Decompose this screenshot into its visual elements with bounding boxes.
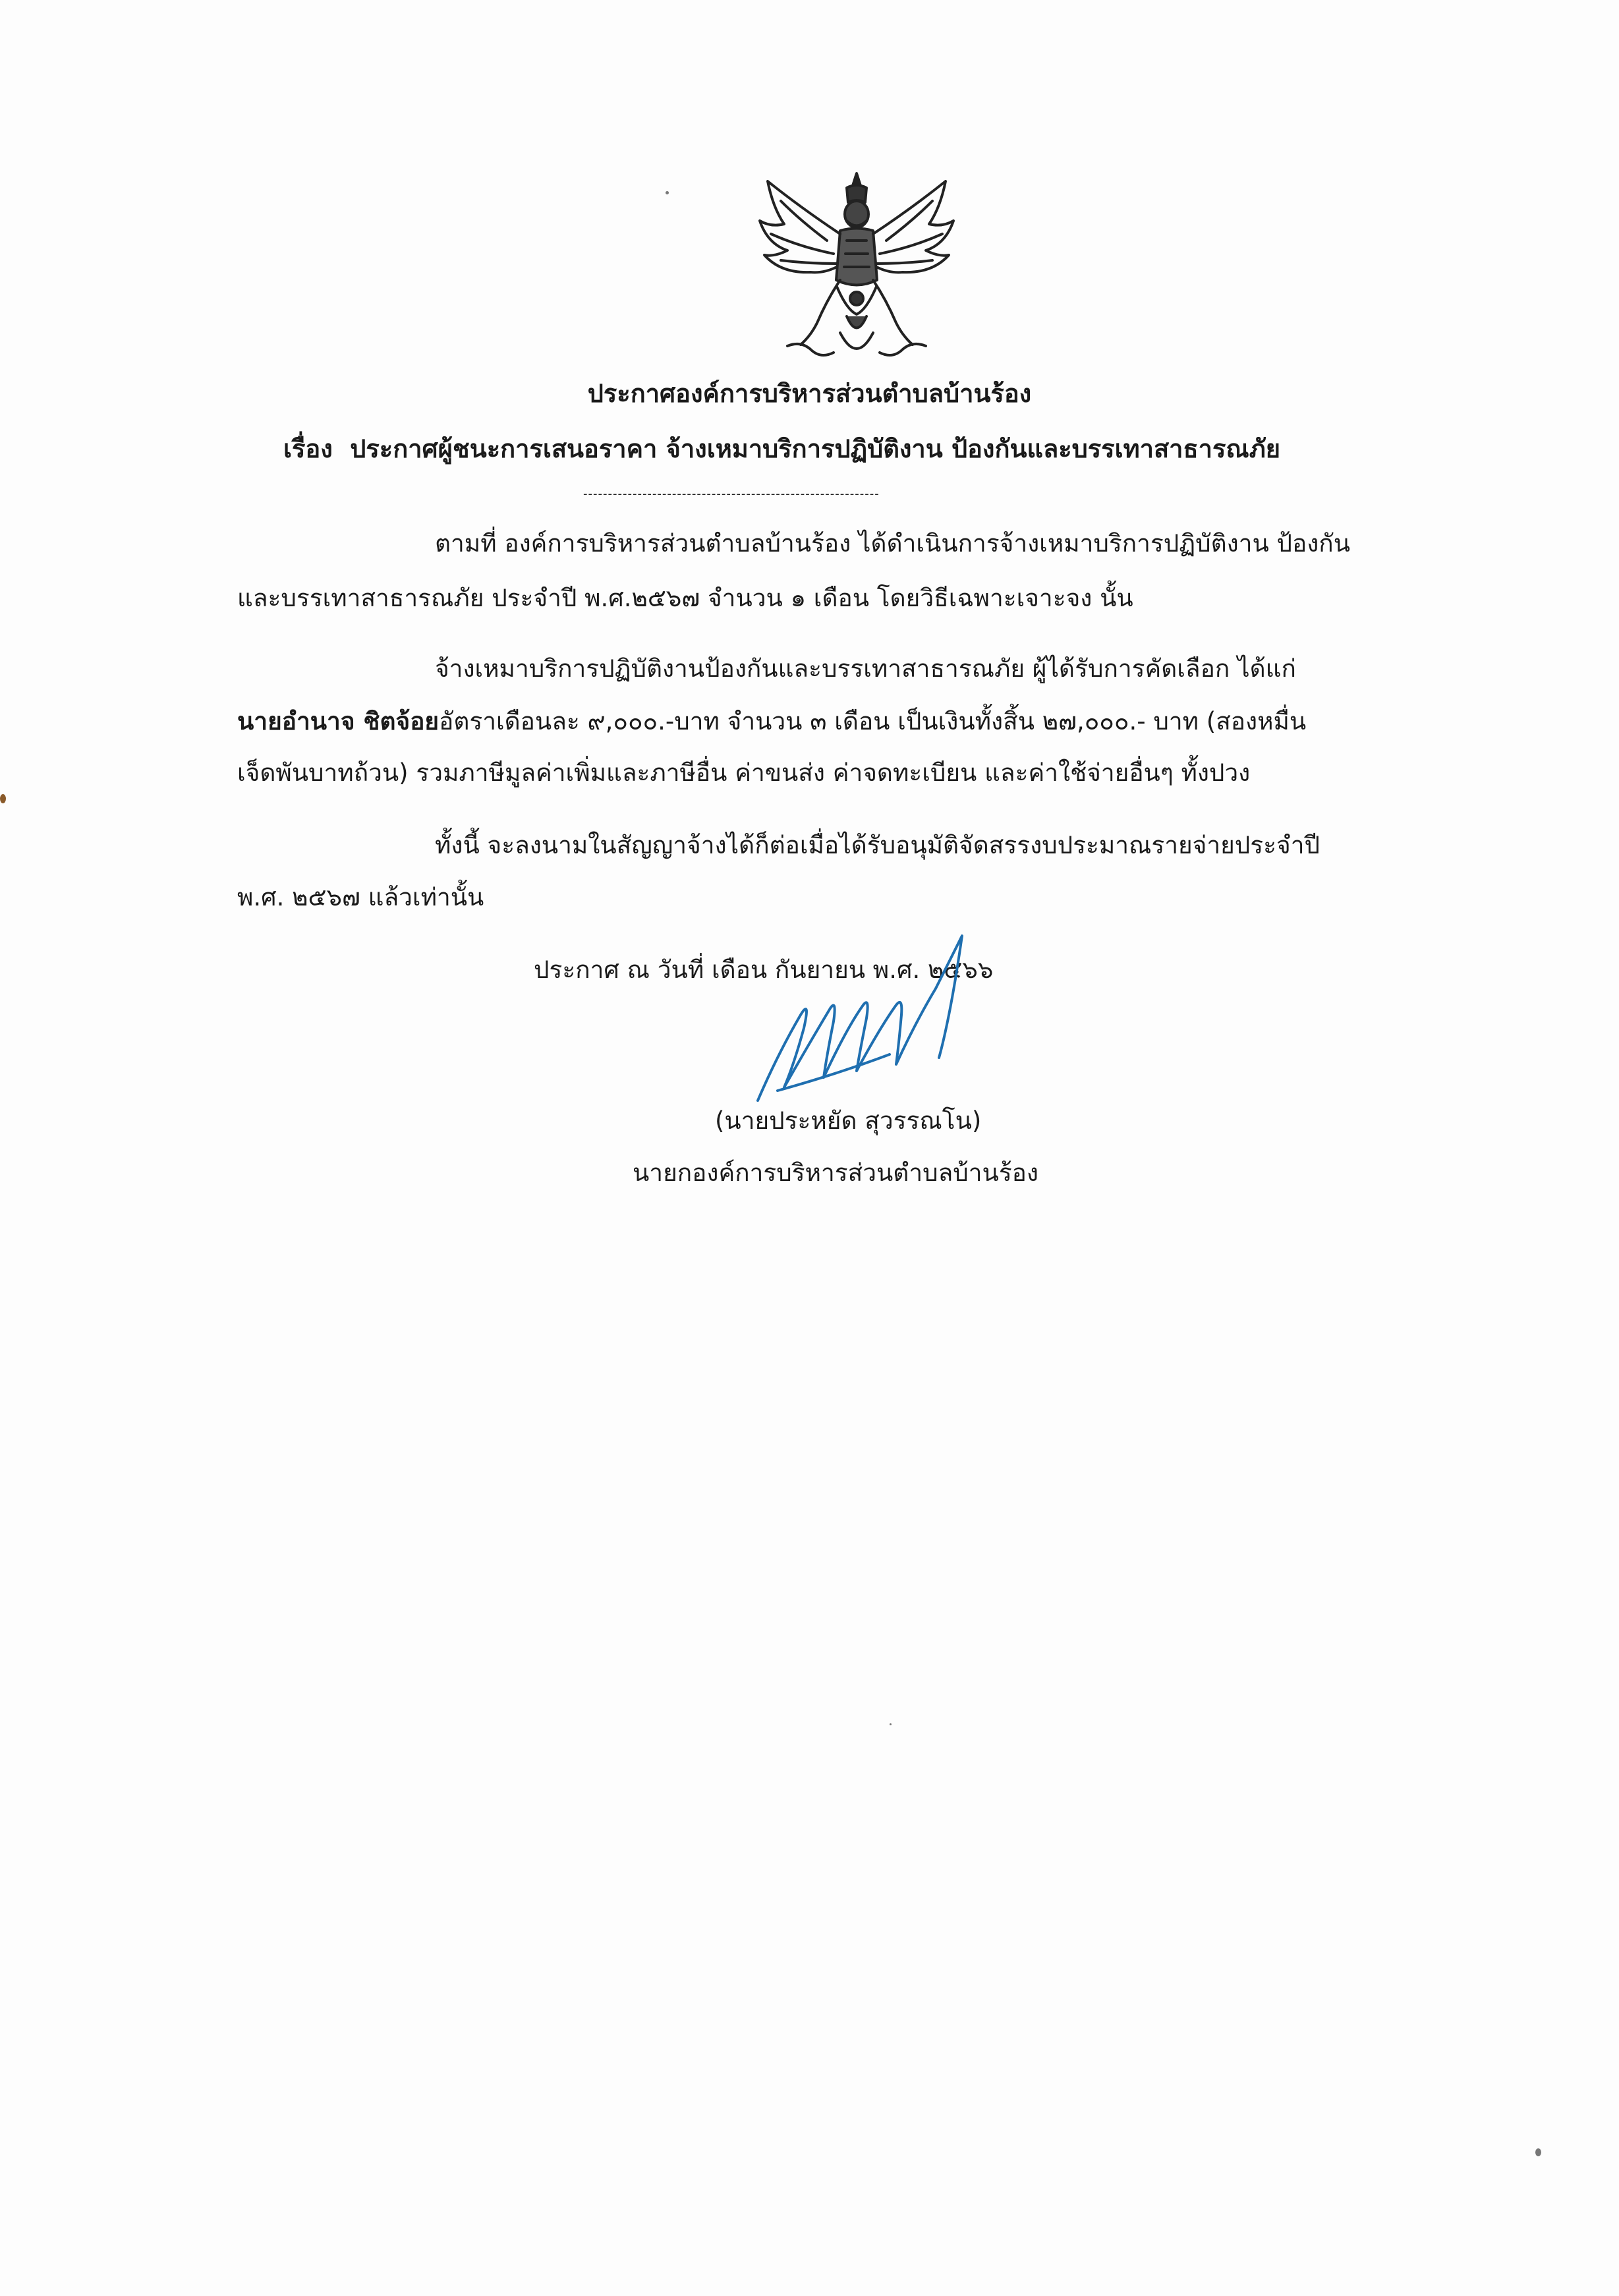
signer-position: นายกองค์การบริหารส่วนตำบลบ้านร้อง xyxy=(633,1159,1038,1187)
scan-speck xyxy=(890,1723,892,1725)
paragraph-2-line-3: เจ็ดพันบาทถ้วน) รวมภาษีมูลค่าเพิ่มและภาษีอื่น ค่าขนส่ง ค่าจดทะเบียน และค่าใช้จ่ายอื่นๆ ทั้งปวง xyxy=(237,759,1251,787)
paragraph-2-line-1: จ้างเหมาบริการปฏิบัติงานป้องกันและบรรเทาสาธารณภัย ผู้ได้รับการคัดเลือก ได้แก่ xyxy=(435,654,1296,683)
paragraph-2-line-2 xyxy=(237,705,1306,738)
announcement-date: ประกาศ ณ วันที่ เดือน กันยายน พ.ศ. ๒๕๖๖ xyxy=(534,956,994,984)
signature-image xyxy=(738,923,1015,1114)
paragraph-1-line-2: และบรรเทาสาธารณภัย ประจำปี พ.ศ.๒๕๖๗ จำนวน ๑ เดือน โดยวิธีเฉพาะเจาะจง นั้น xyxy=(237,584,1133,612)
subject-label: เรื่อง xyxy=(283,434,333,463)
page-title: ประกาศองค์การบริหารส่วนตำบลบ้านร้อง xyxy=(587,379,1032,408)
winner-name: นายอำนาจ ชิตจ้อย xyxy=(237,707,440,735)
subject-text: ประกาศผู้ชนะการเสนอราคา จ้างเหมาบริการปฏิบัติงาน ป้องกันและบรรเทาสาธารณภัย xyxy=(350,434,1281,463)
paragraph-3-line-1: ทั้งนี้ จะลงนามในสัญญาจ้างได้ก็ต่อเมื่อได้รับอนุมัติจัดสรรงบประมาณรายจ่ายประจำปี xyxy=(435,831,1320,859)
contract-amount-text: อัตราเดือนละ ๙,๐๐๐.-บาท จำนวน ๓ เดือน เป็นเงินทั้งสิ้น ๒๗,๐๐๐.- บาท (สองหมื่น xyxy=(439,707,1307,735)
scan-speck xyxy=(1535,2148,1541,2156)
subject-line xyxy=(283,432,1502,465)
scan-speck xyxy=(666,191,669,194)
garuda-emblem-icon xyxy=(748,168,965,366)
paragraph-3-line-2: พ.ศ. ๒๕๖๗ แล้วเท่านั้น xyxy=(237,883,484,911)
title-divider: ------------------------------------------------------------ xyxy=(583,489,880,500)
scan-speck xyxy=(0,794,6,803)
signer-name: (นายประหยัด สุวรรณโน) xyxy=(715,1106,982,1135)
paragraph-1-line-1: ตามที่ องค์การบริหารส่วนตำบลบ้านร้อง ได้ดำเนินการจ้างเหมาบริการปฏิบัติงาน ป้องกัน xyxy=(435,529,1350,558)
